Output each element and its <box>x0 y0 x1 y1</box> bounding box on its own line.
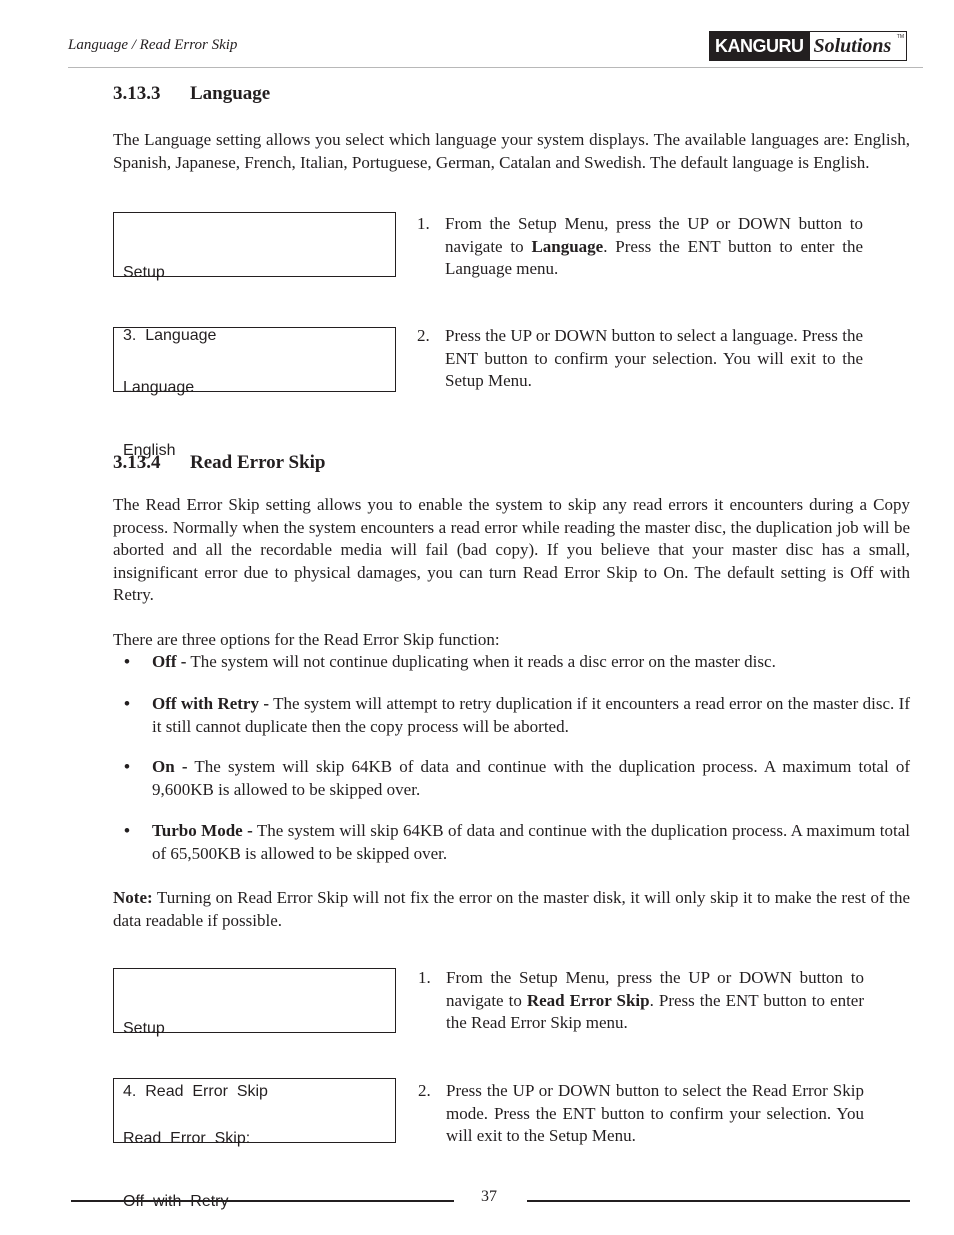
bullet-text: Off with Retry - The system will attempt to retry duplication if it encounters a read error on the master disc. If it still cannot duplicate then the copy process will be aborted. <box>152 694 910 736</box>
section-heading-language <box>113 83 270 105</box>
bullet-off <box>124 651 910 674</box>
step-number: 1. <box>417 214 430 233</box>
bullet-turbo-mode <box>124 820 910 865</box>
lcd-line-2: English <box>123 442 176 459</box>
lcd-line-1: Setup <box>123 264 165 281</box>
bullet-symbol: • <box>124 652 130 671</box>
logo-trademark: TM <box>896 34 904 40</box>
section-number: 3.13.3 <box>113 83 161 104</box>
bullet-on <box>124 756 910 801</box>
note-paragraph: Note: Turning on Read Error Skip will not fix the error on the master disk, it will only skip it to make the rest of the data readable if possible. <box>113 888 910 930</box>
bullet-off-with-retry <box>124 693 910 738</box>
lcd-line-2: 4. Read Error Skip <box>123 1083 268 1100</box>
read-error-skip-intro-paragraph: The Read Error Skip setting allows you to enable the system to skip any read errors it encounters during a Copy process. Normally when the system encounters a read error while reading the master disc, the duplication job will be aborted and all the recordable media will fail (bad copy). If you believe that your master disc has a small, insignificant error due to physical damages, you can turn Read Error Skip to On. The default setting is Off with Retry. <box>113 495 910 604</box>
lcd-display-setup-read-error-skip <box>113 968 396 1100</box>
lcd-display-read-error-skip-mode <box>113 1078 396 1210</box>
step-number: 1. <box>418 968 431 987</box>
lcd-display-setup-language <box>113 212 396 344</box>
read-error-skip-step-2 <box>418 1080 864 1148</box>
lcd-display-language-english <box>113 327 396 459</box>
footer-rule-right <box>527 1200 910 1202</box>
step-text: From the Setup Menu, press the UP or DOWN button to navigate to Read Error Skip. Press the ENT button to enter the Read Error Skip menu. <box>446 968 864 1032</box>
lcd-line-2: Off with Retry <box>123 1193 229 1210</box>
step-text: From the Setup Menu, press the UP or DOWN button to navigate to Language. Press the ENT button to enter the Language menu. <box>445 214 863 278</box>
section-number: 3.13.4 <box>113 452 161 473</box>
bullet-symbol: • <box>124 694 130 713</box>
options-intro: There are three options for the Read Error Skip function: <box>113 630 500 649</box>
logo-script: Solutions <box>813 34 892 57</box>
section-title: Language <box>190 83 271 104</box>
step-number: 2. <box>418 1081 431 1100</box>
bullet-text: On - The system will skip 64KB of data and continue with the duplication process. A maximum total of 9,600KB is allowed to be skipped over. <box>152 757 911 799</box>
step-text: Press the UP or DOWN button to select the Read Error Skip mode. Press the ENT button to confirm your selection. You will exit to the Setup Menu. <box>446 1081 864 1145</box>
step-text: Press the UP or DOWN button to select a language. Press the ENT button to confirm your selection. You will exit to the Setup Menu. <box>445 326 863 390</box>
lcd-line-1: Setup <box>123 1020 165 1037</box>
logo-brand: KANGURU <box>710 32 810 60</box>
footer-rule-left <box>71 1200 454 1202</box>
running-header-title: Language / Read Error Skip <box>68 37 238 53</box>
lcd-line-1: Language <box>123 379 195 396</box>
bullet-symbol: • <box>124 821 130 840</box>
bullet-symbol: • <box>124 757 130 776</box>
page-number: 37 <box>481 1188 497 1205</box>
read-error-skip-step-1 <box>418 967 864 1035</box>
bullet-text: Turbo Mode - The system will skip 64KB of data and continue with the duplication process. A maximum total of 65,500KB is allowed to be skipped over. <box>152 821 910 863</box>
kanguru-logo <box>709 31 907 61</box>
section-heading-read-error-skip <box>113 452 326 474</box>
language-step-1 <box>417 213 863 281</box>
section-title: Read Error Skip <box>190 452 326 473</box>
step-number: 2. <box>417 326 430 345</box>
lcd-line-1: Read Error Skip: <box>123 1130 251 1147</box>
language-step-2 <box>417 325 863 393</box>
bullet-text: Off - The system will not continue duplicating when it reads a disc error on the master disc. <box>152 652 776 671</box>
lcd-line-2: 3. Language <box>123 327 217 344</box>
header-divider <box>68 67 923 68</box>
language-intro-paragraph: The Language setting allows you select which language your system displays. The available languages are: English, Spanish, Japanese, French, Italian, Portuguese, German, Catalan and Swedish. The default language is English. <box>113 130 910 172</box>
